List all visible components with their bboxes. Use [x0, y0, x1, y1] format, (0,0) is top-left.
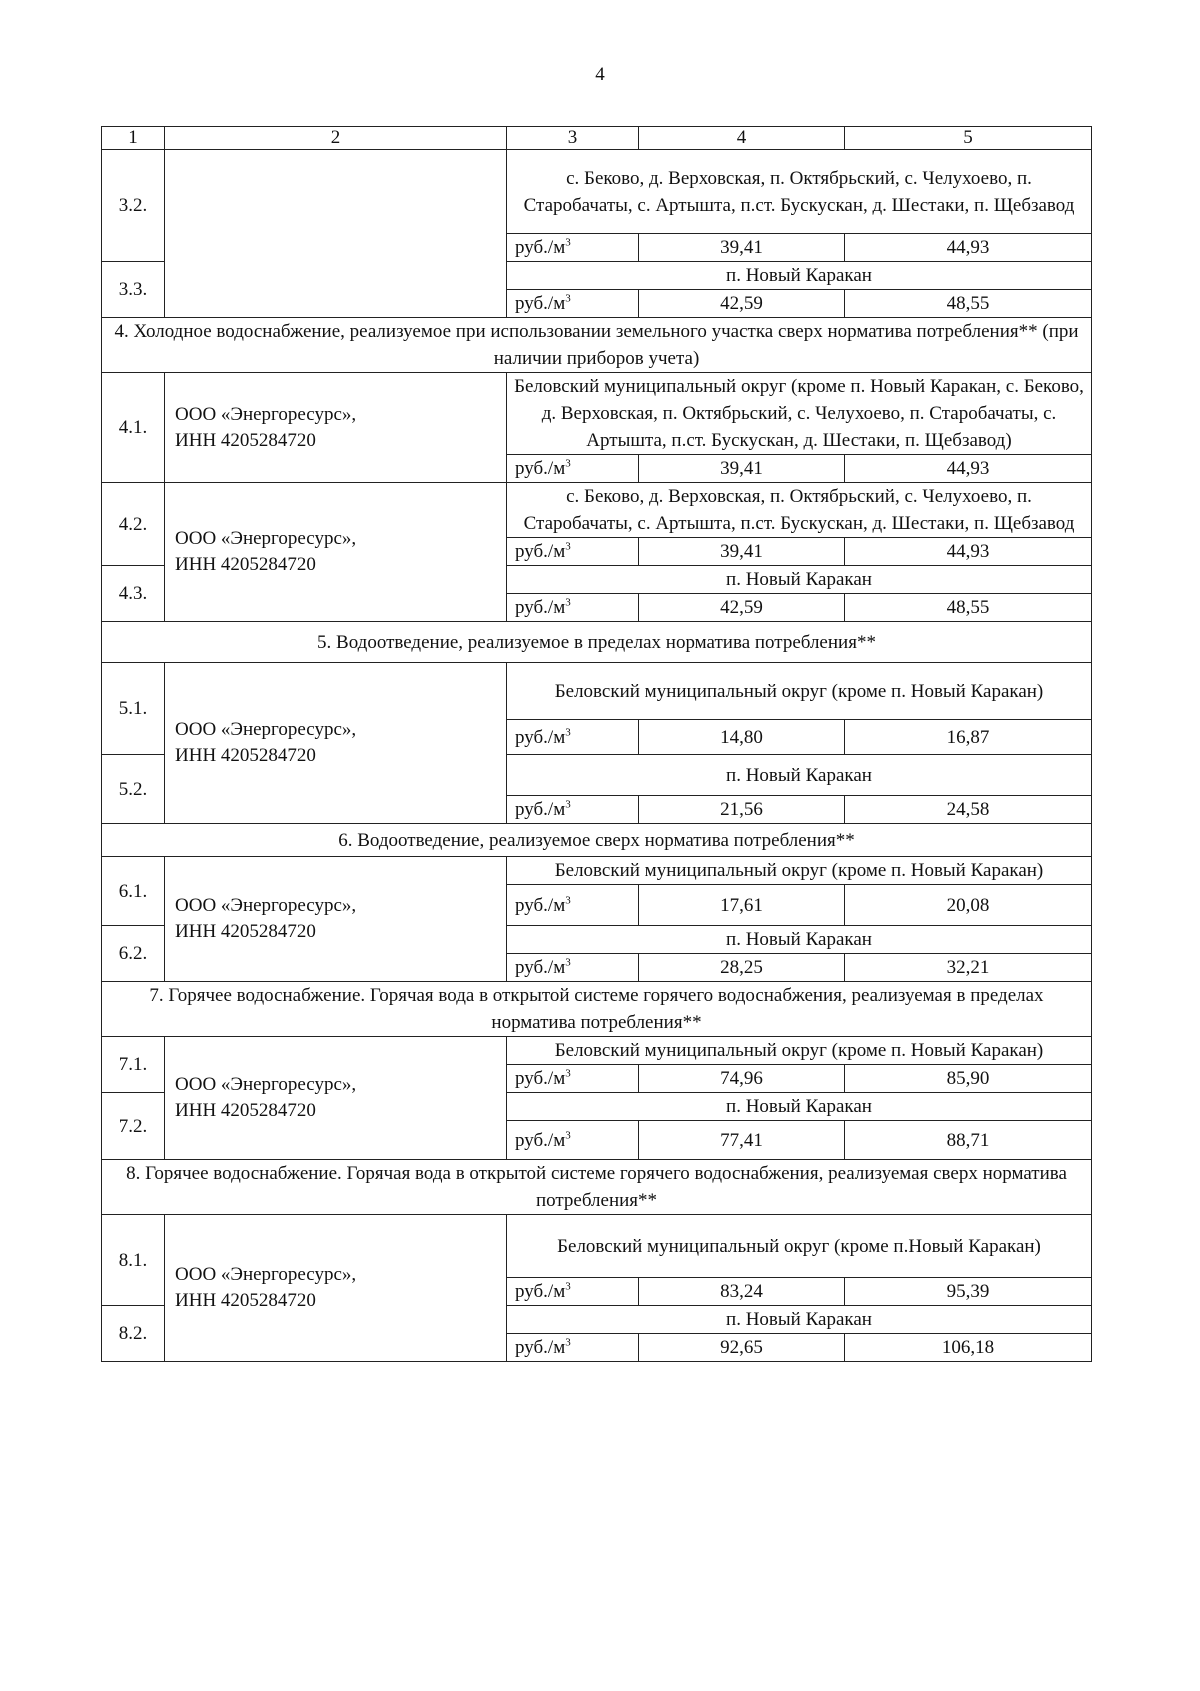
tariff-value-1: 17,61: [639, 885, 845, 926]
org-cell: [165, 1037, 507, 1160]
tariff-table: [101, 126, 1092, 1362]
tariff-value-1: 74,96: [639, 1065, 845, 1093]
org-name: ООО «Энергоресурс»,: [175, 719, 357, 740]
territory-cell: с. Беково, д. Верховская, п. Октябрьский, с. Челухоево, п. Старобачаты, с. Артышта, п.ст. Бускускан, д. Шестаки, п. Щебзавод: [507, 150, 1092, 234]
territory-cell: Беловский муниципальный округ (кроме п. Новый Каракан, с. Беково, д. Верховская, п. Октябрьский, с. Челухоево, п. Старобачаты, с. Артышта, п.ст. Бускускан, д. Шестаки, п. Щебзавод): [507, 373, 1092, 455]
territory-cell: п. Новый Каракан: [507, 1093, 1092, 1121]
table-row: [102, 150, 1092, 234]
unit-cell: $руб./м^3$: [507, 1065, 639, 1093]
col-header-2: 2: [165, 127, 507, 150]
section-row: [102, 982, 1092, 1037]
territory-cell: п. Новый Каракан: [507, 926, 1092, 954]
org-cell: [165, 857, 507, 982]
unit-cell: $руб./м^3$: [507, 720, 639, 755]
unit-cell: $руб./м^3$: [507, 594, 639, 622]
tariff-value-2: 24,58: [845, 796, 1092, 824]
territory-cell: Беловский муниципальный округ (кроме п.Новый Каракан): [507, 1215, 1092, 1278]
tariff-value-1: 39,41: [639, 538, 845, 566]
row-number: 6.2.: [102, 926, 165, 982]
unit-cell: $руб./м^3$: [507, 538, 639, 566]
section-row: [102, 622, 1092, 663]
unit-cell: $руб./м^3$: [507, 796, 639, 824]
section-title: 6. Водоотведение, реализуемое сверх норматива потребления**: [102, 824, 1092, 857]
row-number: 7.2.: [102, 1093, 165, 1160]
page-number: 4: [595, 64, 605, 85]
table-row: [102, 1037, 1092, 1065]
row-number: 4.3.: [102, 566, 165, 622]
tariff-value-2: 16,87: [845, 720, 1092, 755]
unit-cell: $руб./м^3$: [507, 954, 639, 982]
tariff-value-1: 39,41: [639, 455, 845, 483]
org-cell: [165, 483, 507, 622]
unit-cell: $руб./м^3$: [507, 455, 639, 483]
tariff-value-1: 21,56: [639, 796, 845, 824]
unit-cell: $руб./м^3$: [507, 1278, 639, 1306]
org-name: ООО «Энергоресурс»,: [175, 528, 357, 549]
row-number: 5.1.: [102, 663, 165, 755]
row-number: 6.1.: [102, 857, 165, 926]
table-row: [102, 663, 1092, 720]
table-row: [102, 1215, 1092, 1278]
row-number: 8.1.: [102, 1215, 165, 1306]
tariff-value-1: 92,65: [639, 1334, 845, 1362]
tariff-value-1: 42,59: [639, 290, 845, 318]
tariff-value-2: 95,39: [845, 1278, 1092, 1306]
table-row: [102, 483, 1092, 538]
tariff-value-2: 48,55: [845, 594, 1092, 622]
row-number: 3.3.: [102, 262, 165, 318]
tariff-value-1: 28,25: [639, 954, 845, 982]
org-name: ООО «Энергоресурс»,: [175, 403, 357, 425]
territory-cell: п. Новый Каракан: [507, 755, 1092, 796]
org-inn: ИНН 4205284720: [175, 921, 316, 942]
territory-cell: с. Беково, д. Верховская, п. Октябрьский, с. Челухоево, п. Старобачаты, с. Артышта, п.ст. Бускускан, д. Шестаки, п. Щебзавод: [507, 483, 1092, 538]
section-title: 4. Холодное водоснабжение, реализуемое при использовании земельного участка сверх норматива потребления** (при наличии приборов учета): [102, 318, 1092, 373]
section-row: [102, 318, 1092, 373]
row-number: 5.2.: [102, 755, 165, 824]
section-title: 5. Водоотведение, реализуемое в пределах норматива потребления**: [102, 622, 1092, 663]
tariff-value-2: 48,55: [845, 290, 1092, 318]
table-row: [102, 857, 1092, 885]
tariff-value-2: 44,93: [845, 538, 1092, 566]
col-header-5: 5: [845, 127, 1092, 150]
row-number: 4.1.: [102, 373, 165, 483]
org-cell: [165, 373, 507, 483]
org-inn: ИНН 4205284720: [175, 745, 316, 766]
territory-cell: Беловский муниципальный округ (кроме п. Новый Каракан): [507, 1037, 1092, 1065]
section-row: [102, 1160, 1092, 1215]
tariff-value-1: 83,24: [639, 1278, 845, 1306]
tariff-value-1: 14,80: [639, 720, 845, 755]
territory-cell: Беловский муниципальный округ (кроме п. Новый Каракан): [507, 857, 1092, 885]
tariff-value-1: 42,59: [639, 594, 845, 622]
col-header-4: 4: [639, 127, 845, 150]
table-row: [102, 373, 1092, 455]
territory-cell: п. Новый Каракан: [507, 262, 1092, 290]
tariff-value-2: 85,90: [845, 1065, 1092, 1093]
org-inn: ИНН 4205284720: [175, 554, 316, 575]
tariff-value-2: 20,08: [845, 885, 1092, 926]
territory-cell: п. Новый Каракан: [507, 566, 1092, 594]
tariff-value-1: 77,41: [639, 1121, 845, 1160]
row-number: 8.2.: [102, 1306, 165, 1362]
org-cell: [165, 663, 507, 824]
row-number: 4.2.: [102, 483, 165, 566]
org-cell-empty: [165, 150, 507, 318]
tariff-value-2: 44,93: [845, 234, 1092, 262]
tariff-value-2: 106,18: [845, 1334, 1092, 1362]
territory-cell: п. Новый Каракан: [507, 1306, 1092, 1334]
org-name: ООО «Энергоресурс»,: [175, 1264, 357, 1285]
org-inn: ИНН 4205284720: [175, 429, 316, 451]
org-inn: ИНН 4205284720: [175, 1290, 316, 1311]
unit-cell: $руб./м^3$: [507, 290, 639, 318]
col-header-3: 3: [507, 127, 639, 150]
table-header-row: [102, 127, 1092, 150]
unit-cell: $руб./м^3$: [507, 1334, 639, 1362]
section-title: 8. Горячее водоснабжение. Горячая вода в открытой системе горячего водоснабжения, реализуемая сверх норматива потребления**: [102, 1160, 1092, 1215]
col-header-1: 1: [102, 127, 165, 150]
territory-cell: Беловский муниципальный округ (кроме п. Новый Каракан): [507, 663, 1092, 720]
org-name: ООО «Энергоресурс»,: [175, 1074, 357, 1095]
row-number: 3.2.: [102, 150, 165, 262]
tariff-value-2: 32,21: [845, 954, 1092, 982]
tariff-value-1: 39,41: [639, 234, 845, 262]
row-number: 7.1.: [102, 1037, 165, 1093]
tariff-value-2: 44,93: [845, 455, 1092, 483]
unit-cell: $руб./м^3$: [507, 234, 639, 262]
section-row: [102, 824, 1092, 857]
unit-cell: $руб./м^3$: [507, 1121, 639, 1160]
tariff-value-2: 88,71: [845, 1121, 1092, 1160]
org-name: ООО «Энергоресурс»,: [175, 895, 357, 916]
unit-cell: $руб./м^3$: [507, 885, 639, 926]
section-title: 7. Горячее водоснабжение. Горячая вода в открытой системе горячего водоснабжения, реализуемая в пределах норматива потребления**: [102, 982, 1092, 1037]
org-cell: [165, 1215, 507, 1362]
org-inn: ИНН 4205284720: [175, 1100, 316, 1121]
